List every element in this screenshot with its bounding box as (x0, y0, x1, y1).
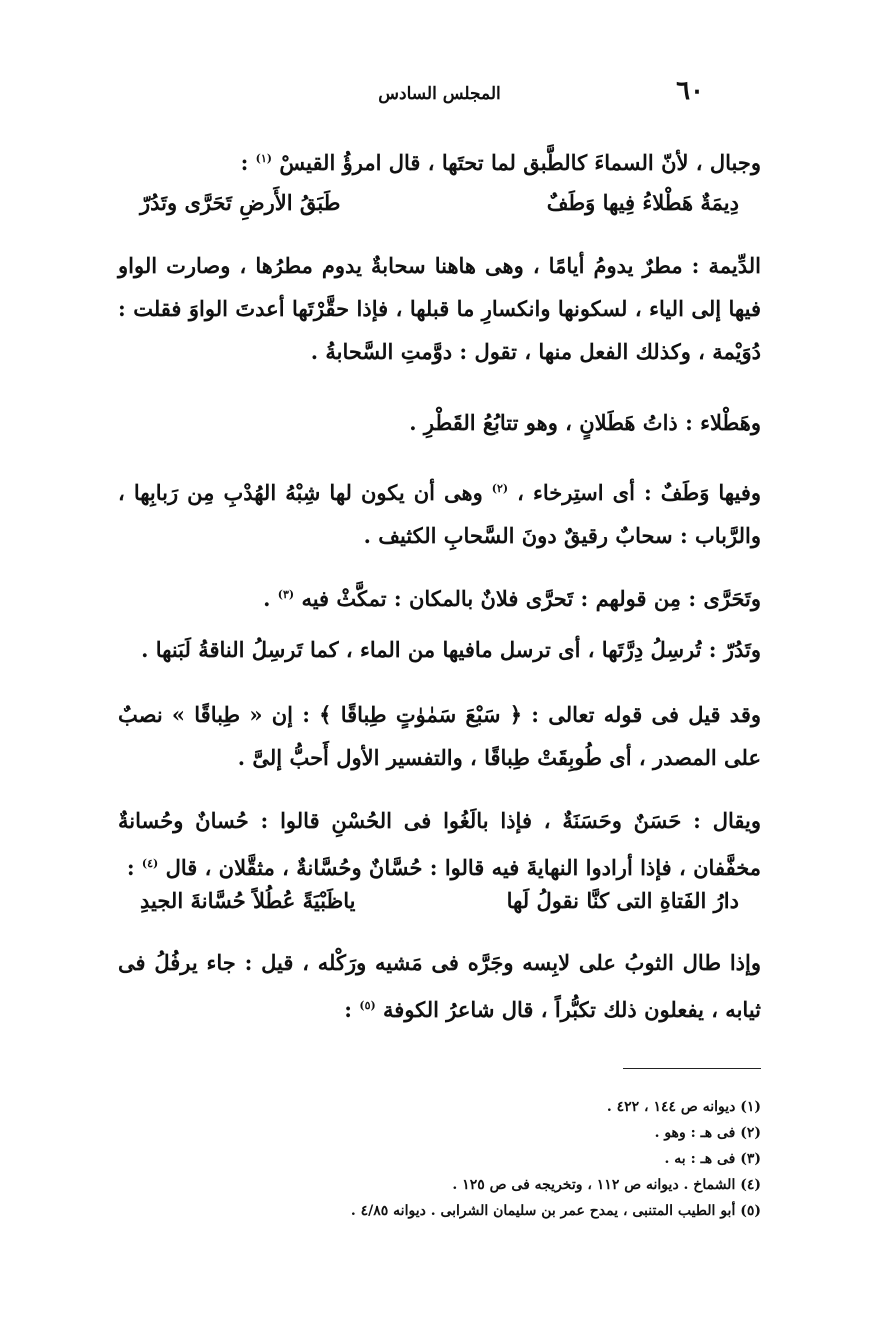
running-title: المجلس السادس (378, 84, 501, 104)
footnote-mark: (١) (255, 152, 273, 165)
footnote-5: (٥) أبو الطيب المتنبى ، يمدح عمر بن سليمان الشرابى . ديوانه ٤/٨٥ . (350, 1203, 761, 1219)
paragraph-6: وتَدُرّ : تُرسِلُ دِرَّتَها ، أى ترسل مافيها من الماء ، كما تَرسِلُ الناقةُ لَبَنها . (141, 637, 761, 662)
page-header (120, 76, 759, 110)
verse-hemistich-second: ياظَبْيَةً عُطُلاً حُسَّانةَ الجيدِ (140, 888, 356, 913)
paragraph-text: وجبال ، لأنّ السماءَ كالطَّبق لما تحتَها ، قال امرؤُ القيسْ (279, 150, 761, 175)
verse-hemistich-first: دِيمَةٌ هَطْلاءُ فِيها وَطَفٌ (546, 190, 739, 215)
paragraph-8: ويقال : حَسَنٌ وحَسَنَةٌ ، فإذا بالَغُوا فى الحُسْنِ قالوا : حُسانٌ وحُسانةٌ مخفَّفان ، فإذا أرادوا النهايةَ فيه قالوا : حُسَّانٌ وحُسَّانةٌ ، مثقَّلان ، قال $^{(٤)}$ : (118, 808, 761, 880)
footnote-2: (٢) فى هـ : وهو . (654, 1125, 761, 1141)
paragraph-5: وتَحَرَّى : مِن قولهم : تَحرَّى فلانٌ بالمكان : تمكَّثْ فيه $^{(٣)}$ . (263, 586, 761, 611)
paragraph-2: الدِّيمة : مطرٌ يدومُ أيامًا ، وهى هاهنا سحابةٌ يدوم مطرُها ، وصارت الواو فيها إلى الياء ، لسكونها وانكسارِ ما قبلها ، فإذا حقَّرْتَها أعدتَ الواوَ فقلت : دُوَيْمة ، وكذلك الفعل منها ، تقول : دوَّمتِ السَّحابةُ . (118, 253, 761, 364)
paragraph-1: وجبال ، لأنّ السماءَ كالطَّبق لما تحتَها ، قال امرؤُ القيسْ $^{(١)}$ : (240, 150, 761, 175)
footnote-4: (٤) الشماخ . ديوانه ص ١١٢ ، وتخريجه فى ص ١٢٥ . (452, 1177, 761, 1193)
paragraph-3: وهَطْلاء : ذاتُ هَطَلانٍ ، وهو تتابُعُ القَطْرِ . (409, 410, 761, 435)
verse-2 (140, 888, 739, 913)
paragraph-text: ويقال : حَسَنٌ وحَسَنَةٌ ، فإذا بالَغُوا فى الحُسْنِ قالوا : حُسانٌ وحُسانةٌ مخفَّفان ، فإذا أرادوا النهايةَ فيه قالوا : حُسَّانٌ وحُسَّانةٌ ، مثقَّلان ، قال (118, 808, 761, 880)
page-number: ٦٠ (676, 76, 704, 106)
paragraph-text: وتَحَرَّى : مِن قولهم : تَحرَّى فلانٌ بالمكان : تمكَّثْ فيه (301, 586, 761, 611)
footnote-1: (١) ديوانه ص ١٤٤ ، ٤٢٢ . (606, 1099, 761, 1115)
footnotes (118, 1094, 761, 1224)
footnote-mark: (٣) (277, 588, 295, 601)
verse-1 (140, 190, 739, 215)
paragraph-7: وقد قيل فى قوله تعالى : ﴿ سَبْعَ سَمٰوٰتٍ طِباقًا ﴾ : إن « طِباقًا » نصبٌ على المصدر ، أى طُوبِقَتْ طِباقًا ، والتفسير الأول أَحبُّ إلىَّ . (118, 702, 761, 770)
paragraph-9: وإذا طال الثوبُ على لابِسه وجَرَّه فى مَشيه ورَكْله ، قيل : جاء يرفُلُ فى ثيابه ، يفعلون ذلك تكبُّراً ، قال شاعرُ الكوفة $^{(٥)}$ : (118, 950, 761, 1022)
verse-hemistich-first: دارُ الفَتاةِ التى كنَّا نقولُ لَها (506, 888, 739, 913)
footnote-mark: (٥) (359, 999, 376, 1012)
paragraph-text: وإذا طال الثوبُ على لابِسه وجَرَّه فى مَشيه ورَكْله ، قيل : جاء يرفُلُ فى ثيابه ، يفعلون ذلك تكبُّراً ، قال شاعرُ الكوفة (118, 950, 761, 1022)
footnote-mark: (٢) (491, 482, 509, 495)
paragraph-4: وفيها وَطَفٌ : أى استِرخاء ، $^{(٢)}$ وهى أن يكون لها شِبْهُ الهُدْبِ مِن رَبابِها ، والرَّباب : سحابٌ رقيقٌ دونَ السَّحابِ الكثيف . (118, 480, 761, 548)
footnote-separator (623, 1068, 761, 1069)
verse-hemistich-second: طَبَقُ الأَرضِ تَحَرَّى وتَدُرّ (140, 190, 341, 215)
footnote-mark: (٤) (141, 857, 159, 870)
footnote-3: (٣) فى هـ : به . (664, 1151, 761, 1167)
